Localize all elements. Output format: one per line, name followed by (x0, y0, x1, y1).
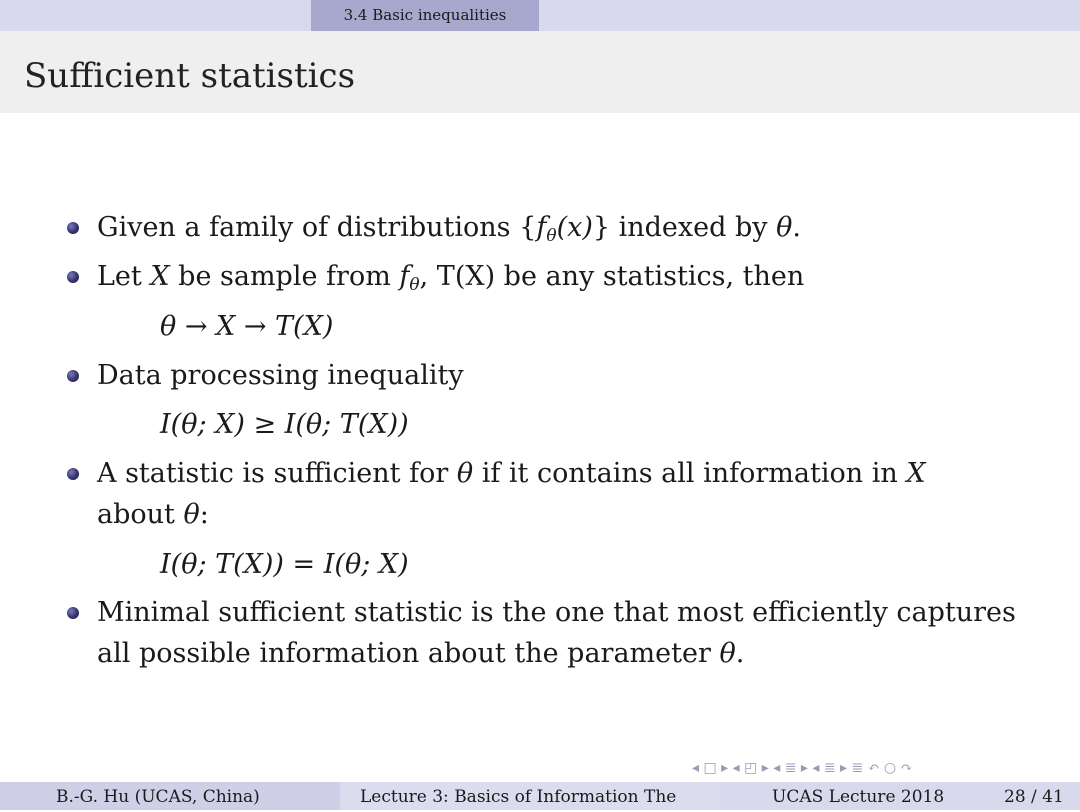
math-theta: θ (183, 499, 200, 530)
bullet-1-end: . (792, 212, 801, 243)
bullet-1-text-post: } indexed by (592, 212, 777, 243)
bullet-4-text: A statistic is sufficient for (97, 458, 457, 489)
bullet-2-text: Let (97, 261, 151, 292)
footer-page-number: 28 / 41 (1004, 787, 1064, 807)
math-sub-theta: θ (409, 275, 420, 295)
math-X: X (906, 458, 926, 489)
math-f: f (399, 261, 410, 292)
bullet-4-line2 (97, 495, 209, 535)
bullet-5-line2 (97, 634, 744, 674)
bullet-5-line2-text: all possible information about the parameter (97, 638, 720, 669)
bullet-dot (67, 222, 79, 234)
equation-markov-chain: θ → X → T(X) (160, 311, 334, 342)
slide-title: Sufficient statistics (24, 56, 356, 96)
math-theta: θ (776, 212, 793, 243)
bullet-dot (67, 370, 79, 382)
equation-sufficiency: I(θ; T(X)) = I(θ; X) (160, 549, 409, 580)
bullet-4-line2-text: about (97, 499, 184, 530)
beamer-navigation-icons[interactable]: ◂ □ ▸ ◂ ◰ ▸ ◂ ≣ ▸ ◂ ≣ ▸ ≣ ↶ ○ ↷ (692, 760, 913, 776)
math-theta: θ (456, 458, 474, 489)
bullet-1 (97, 208, 801, 248)
bullet-5-end: . (735, 638, 745, 669)
header-section-label[interactable]: 3.4 Basic inequalities (343, 6, 507, 24)
bullet-3: Data processing inequality (97, 360, 464, 391)
math-theta: θ (719, 638, 736, 669)
bullet-4 (97, 454, 926, 494)
bullet-4-line2-end: : (199, 499, 209, 530)
bullet-2-text-b: , T(X) be any statistics, then (419, 261, 805, 292)
footer-event: UCAS Lecture 2018 (772, 787, 945, 807)
footer-lecture-title: Lecture 3: Basics of Information The (360, 787, 677, 807)
bullet-dot (67, 468, 79, 480)
bullet-2 (97, 257, 804, 297)
bullet-5: Minimal sufficient statistic is the one that most efficiently captures (97, 597, 1016, 628)
bullet-dot (67, 271, 79, 283)
bullet-2-text-a: be sample from (169, 261, 400, 292)
bullet-1-text: Given a family of distributions { (97, 212, 537, 243)
math-x: (x) (556, 212, 593, 243)
bullet-4-text-mid: if it contains all information in (473, 458, 907, 489)
math-sub-theta: θ (546, 226, 557, 246)
math-X: X (150, 261, 170, 292)
math-f: f (536, 212, 547, 243)
bullet-dot (67, 607, 79, 619)
equation-data-processing: I(θ; X) ≥ I(θ; T(X)) (160, 409, 409, 440)
footer-author: B.-G. Hu (UCAS, China) (56, 787, 260, 807)
